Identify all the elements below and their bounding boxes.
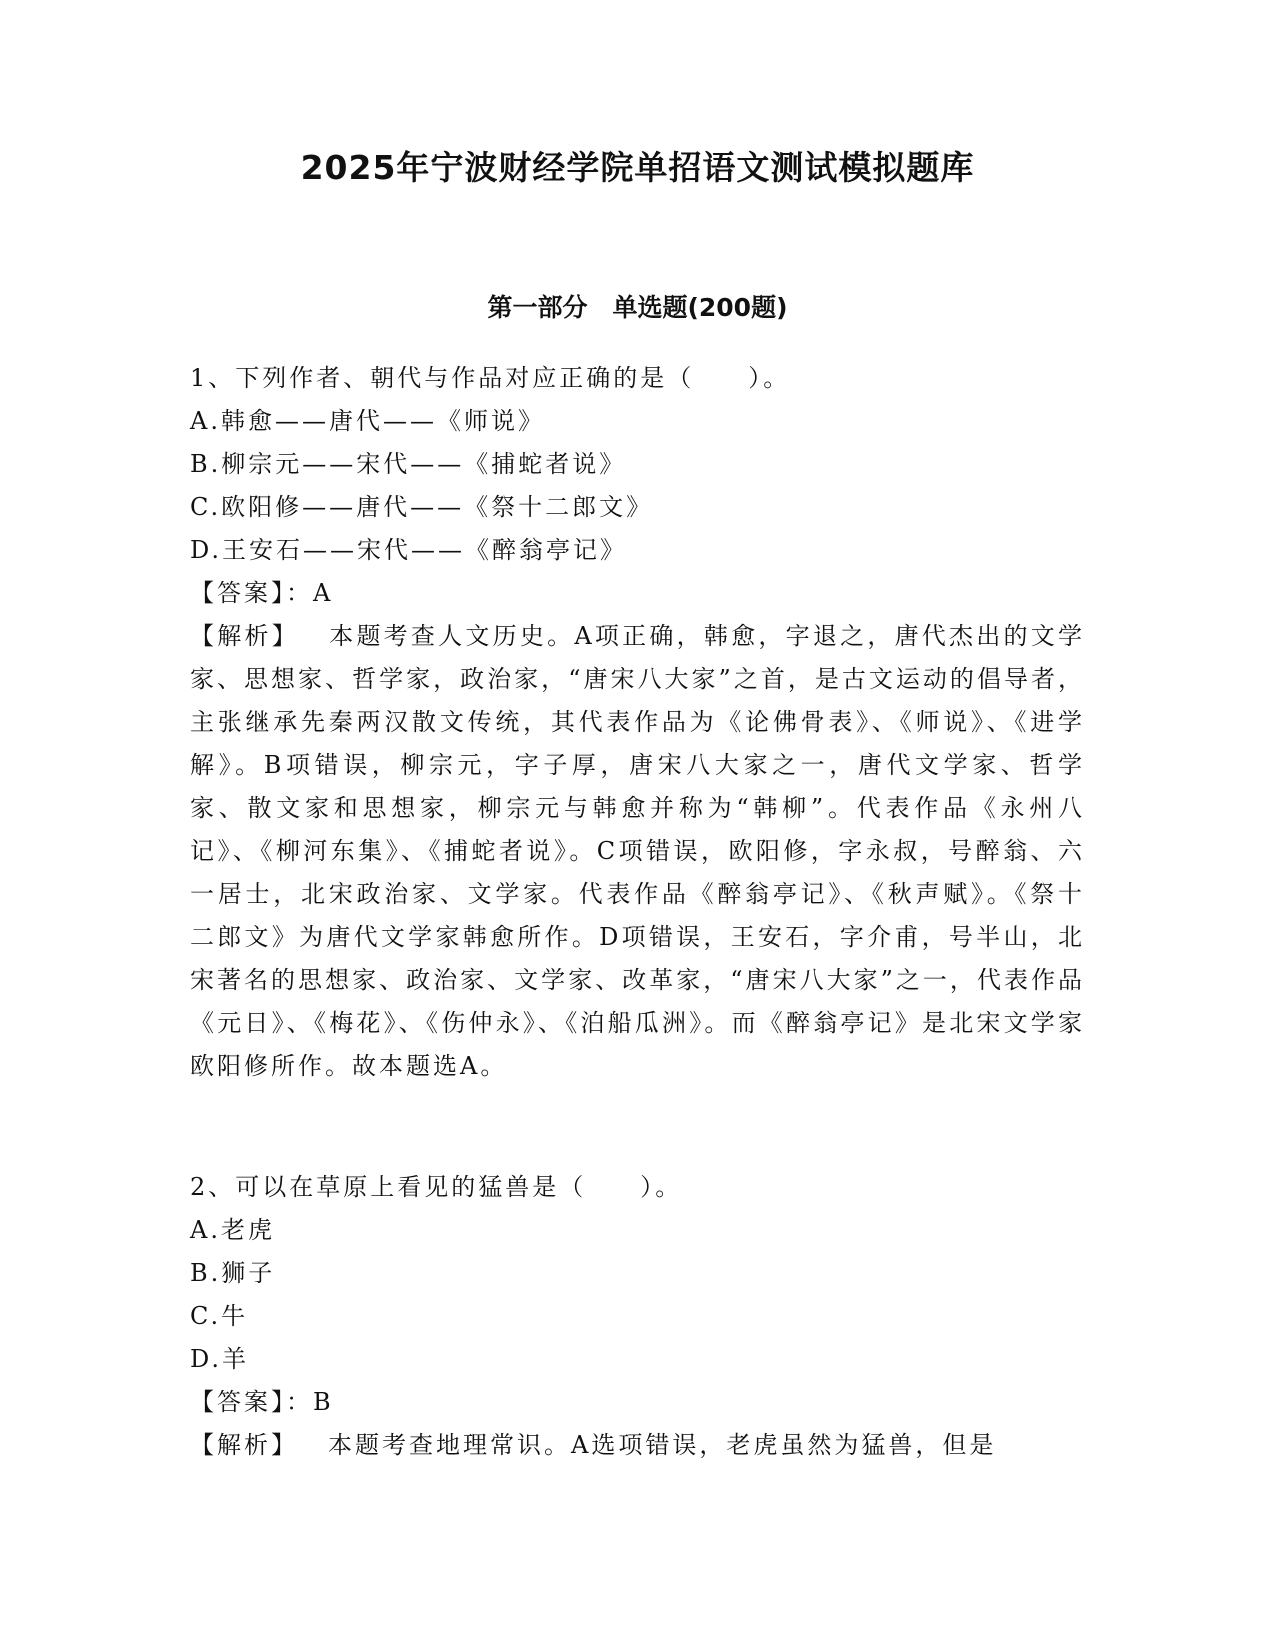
section-heading: 第一部分 单选题(200题) (487, 293, 788, 322)
answer-label: 【答案】： (190, 1388, 313, 1416)
question-stem: 1、下列作者、朝代与作品对应正确的是（ ）。 (190, 364, 791, 392)
answer-label: 【答案】： (190, 579, 313, 607)
option-b: B.狮子 (190, 1259, 276, 1287)
document-title: 2025年宁波财经学院单招语文测试模拟题库 (300, 148, 975, 187)
question-1 (190, 357, 1085, 1088)
analysis-label: 【解析】 (190, 622, 299, 650)
option-a: A.老虎 (190, 1216, 275, 1244)
option-b: B.柳宗元——宋代——《捕蛇者说》 (190, 450, 627, 478)
option-a: A.韩愈——唐代——《师说》 (190, 407, 545, 435)
option-d: D.王安石——宋代——《醉翁亭记》 (190, 536, 628, 564)
option-d: D.羊 (190, 1345, 250, 1373)
question-2 (190, 1166, 1085, 1467)
analysis-paragraph (190, 615, 1085, 1088)
answer-value: A (313, 579, 334, 607)
analysis-text: 本题考查地理常识。A选项错误，老虎虽然为猛兽，但是 (328, 1431, 997, 1459)
answer-row (190, 1381, 1085, 1424)
option-c: C.牛 (190, 1302, 249, 1330)
question-stem: 2、可以在草原上看见的猛兽是（ ）。 (190, 1173, 683, 1201)
analysis-text: 本题考查人文历史。A项正确，韩愈，字退之，唐代杰出的文学家、思想家、哲学家，政治家，“唐宋八大家”之首，是古文运动的倡导者，主张继承先秦两汉散文传统，其代表作品为《论佛骨表》、《师说》、《进学解》。B项错误，柳宗元，字子厚，唐宋八大家之一，唐代文学家、哲学家、散文家和思想家，柳宗元与韩愈并称为“韩柳”。代表作品《永州八记》、《柳河东集》、《捕蛇者说》。C项错误，欧阳修，字永叔，号醉翁、六一居士，北宋政治家、文学家。代表作品《醉翁亭记》、《秋声赋》。《祭十二郎文》为唐代文学家韩愈所作。D项错误，王安石，字介甫，号半山，北宋著名的思想家、政治家、文学家、改革家，“唐宋八大家”之一，代表作品《元日》、《梅花》、《伤仲永》、《泊船瓜洲》。而《醉翁亭记》是北宋文学家欧阳修所作。故本题选A。 (190, 622, 1085, 1080)
answer-row (190, 572, 1085, 615)
analysis-paragraph (190, 1424, 1085, 1467)
option-c: C.欧阳修——唐代——《祭十二郎文》 (190, 493, 654, 521)
answer-value: B (313, 1388, 334, 1416)
analysis-label: 【解析】 (190, 1431, 298, 1459)
